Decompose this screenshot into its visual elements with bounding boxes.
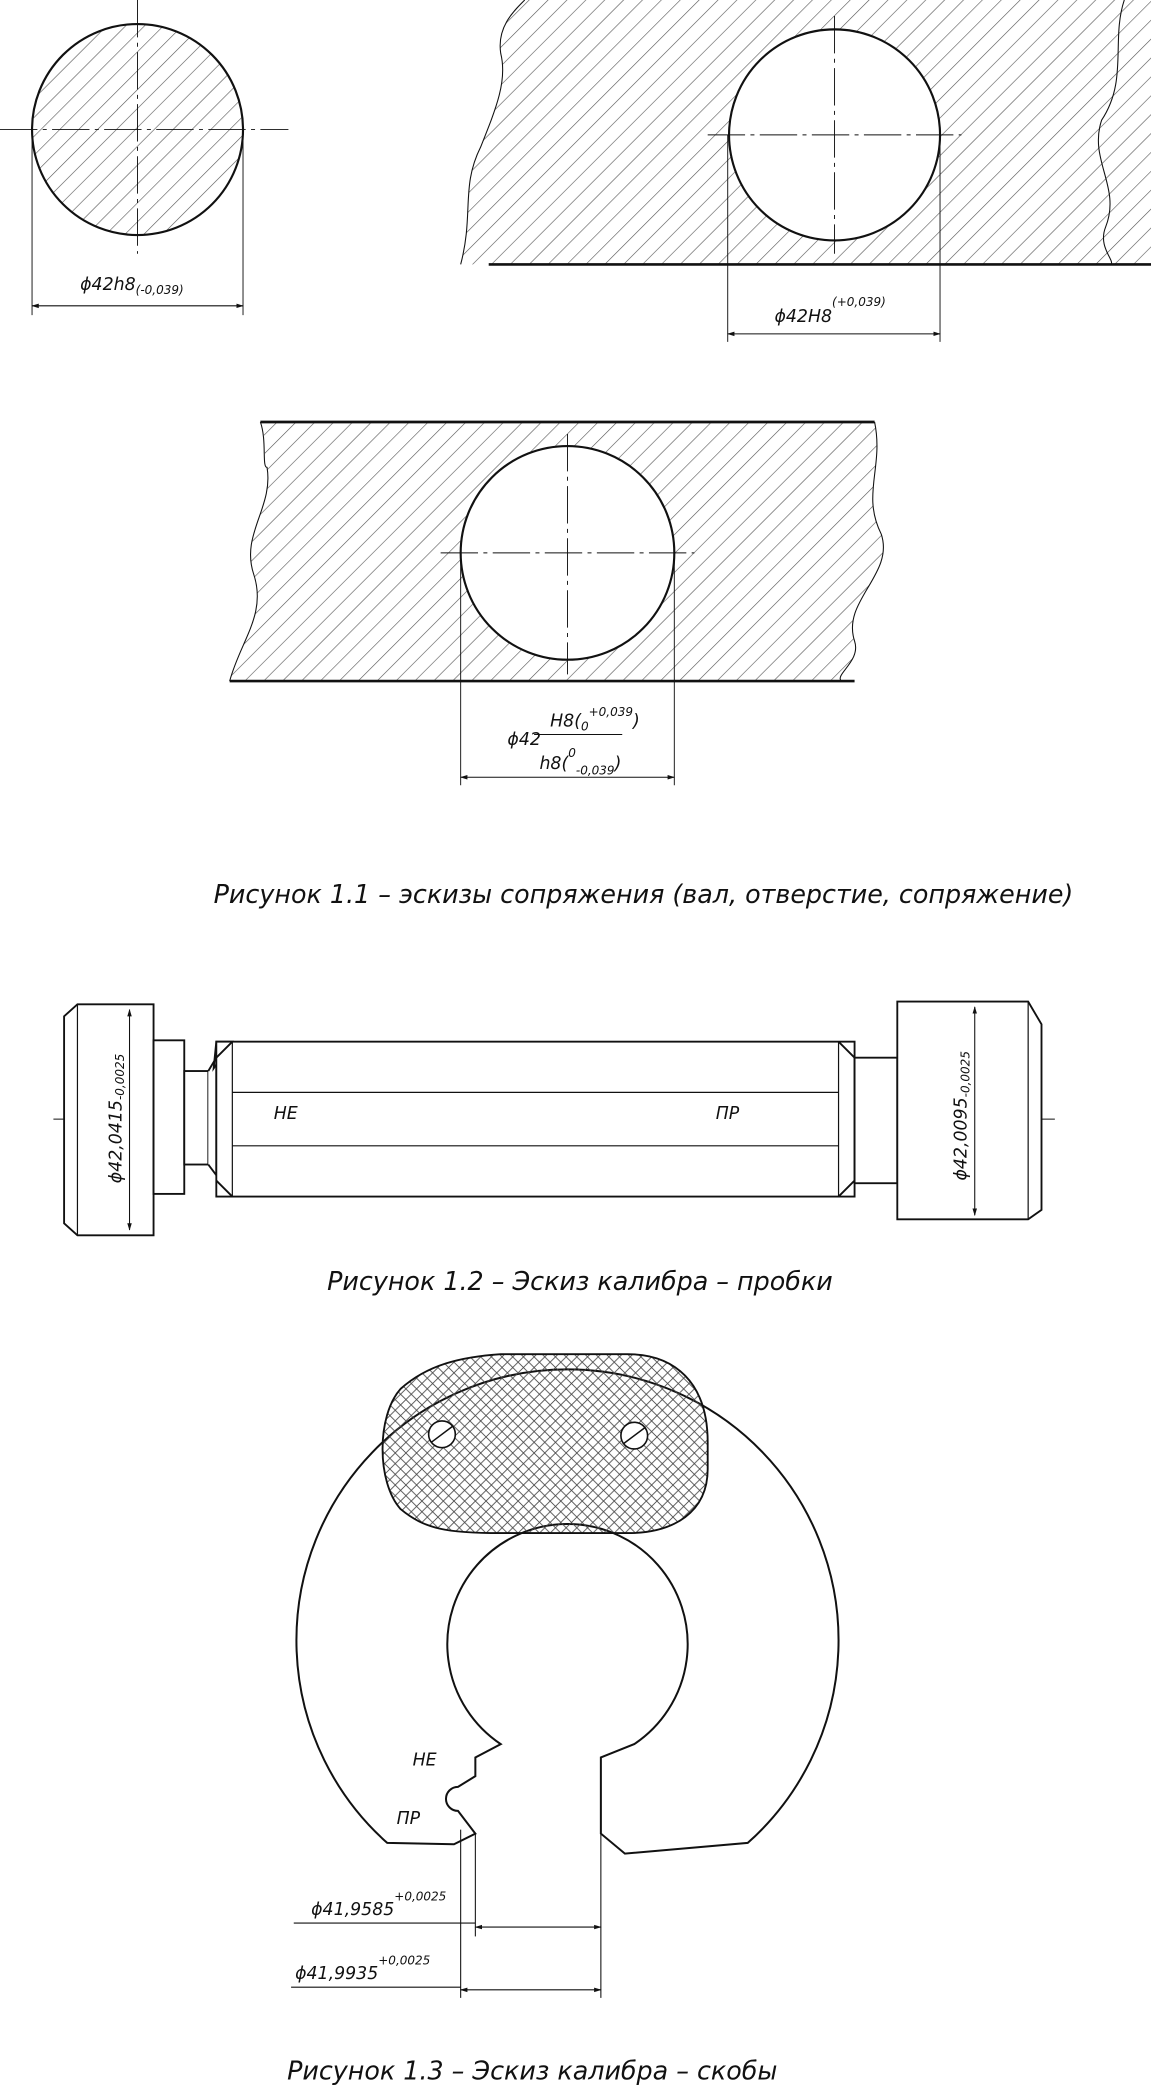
snap-dimension-2: $\phi 41,9935^{+0,0025}$ [295,1953,431,1985]
svg-text:h8(0-0,039): h8($^0_{-0,039}$) [539,746,622,778]
figure-1-1-caption: Рисунок 1.1 – эскизы сопряжения (вал, отверстие, сопряжение) [213,878,1074,909]
figure-1-3-caption: Рисунок 1.3 – Эскиз калибра – скобы [287,2055,778,2086]
hole-sketch [461,0,1151,342]
fit-dimension-label [507,705,639,778]
plug-go-label: ПР [715,1104,740,1125]
snap-go-label: ПР [396,1809,421,1830]
svg-text:H8(0+0,039): $H8(_0^{+0,039})$ [550,704,640,734]
snap-no-go-label: НЕ [412,1750,437,1771]
shaft-dimension-label: $\phi 42h8_{(-0,039)}$ [80,274,184,297]
figure-1-2-caption: Рисунок 1.2 – Эскиз калибра – пробки [327,1266,833,1297]
svg-text:ϕ42: ϕ42 [507,730,541,751]
snap-dimension-1: $\phi 41,9585^{+0,0025}$ [311,1889,447,1921]
plug-right-dimension: ϕ42,0095-0,0025 [951,1051,973,1181]
hole-dimension-label: $\phi 42H8^{(+0,039)}$ [774,294,886,327]
plug-left-dimension: ϕ42,0415-0,0025 [106,1053,128,1184]
plug-no-go-label: НЕ [273,1104,298,1125]
snap-gauge [296,1354,838,1853]
shaft-sketch [0,0,288,315]
plug-gauge [53,1002,1054,1236]
